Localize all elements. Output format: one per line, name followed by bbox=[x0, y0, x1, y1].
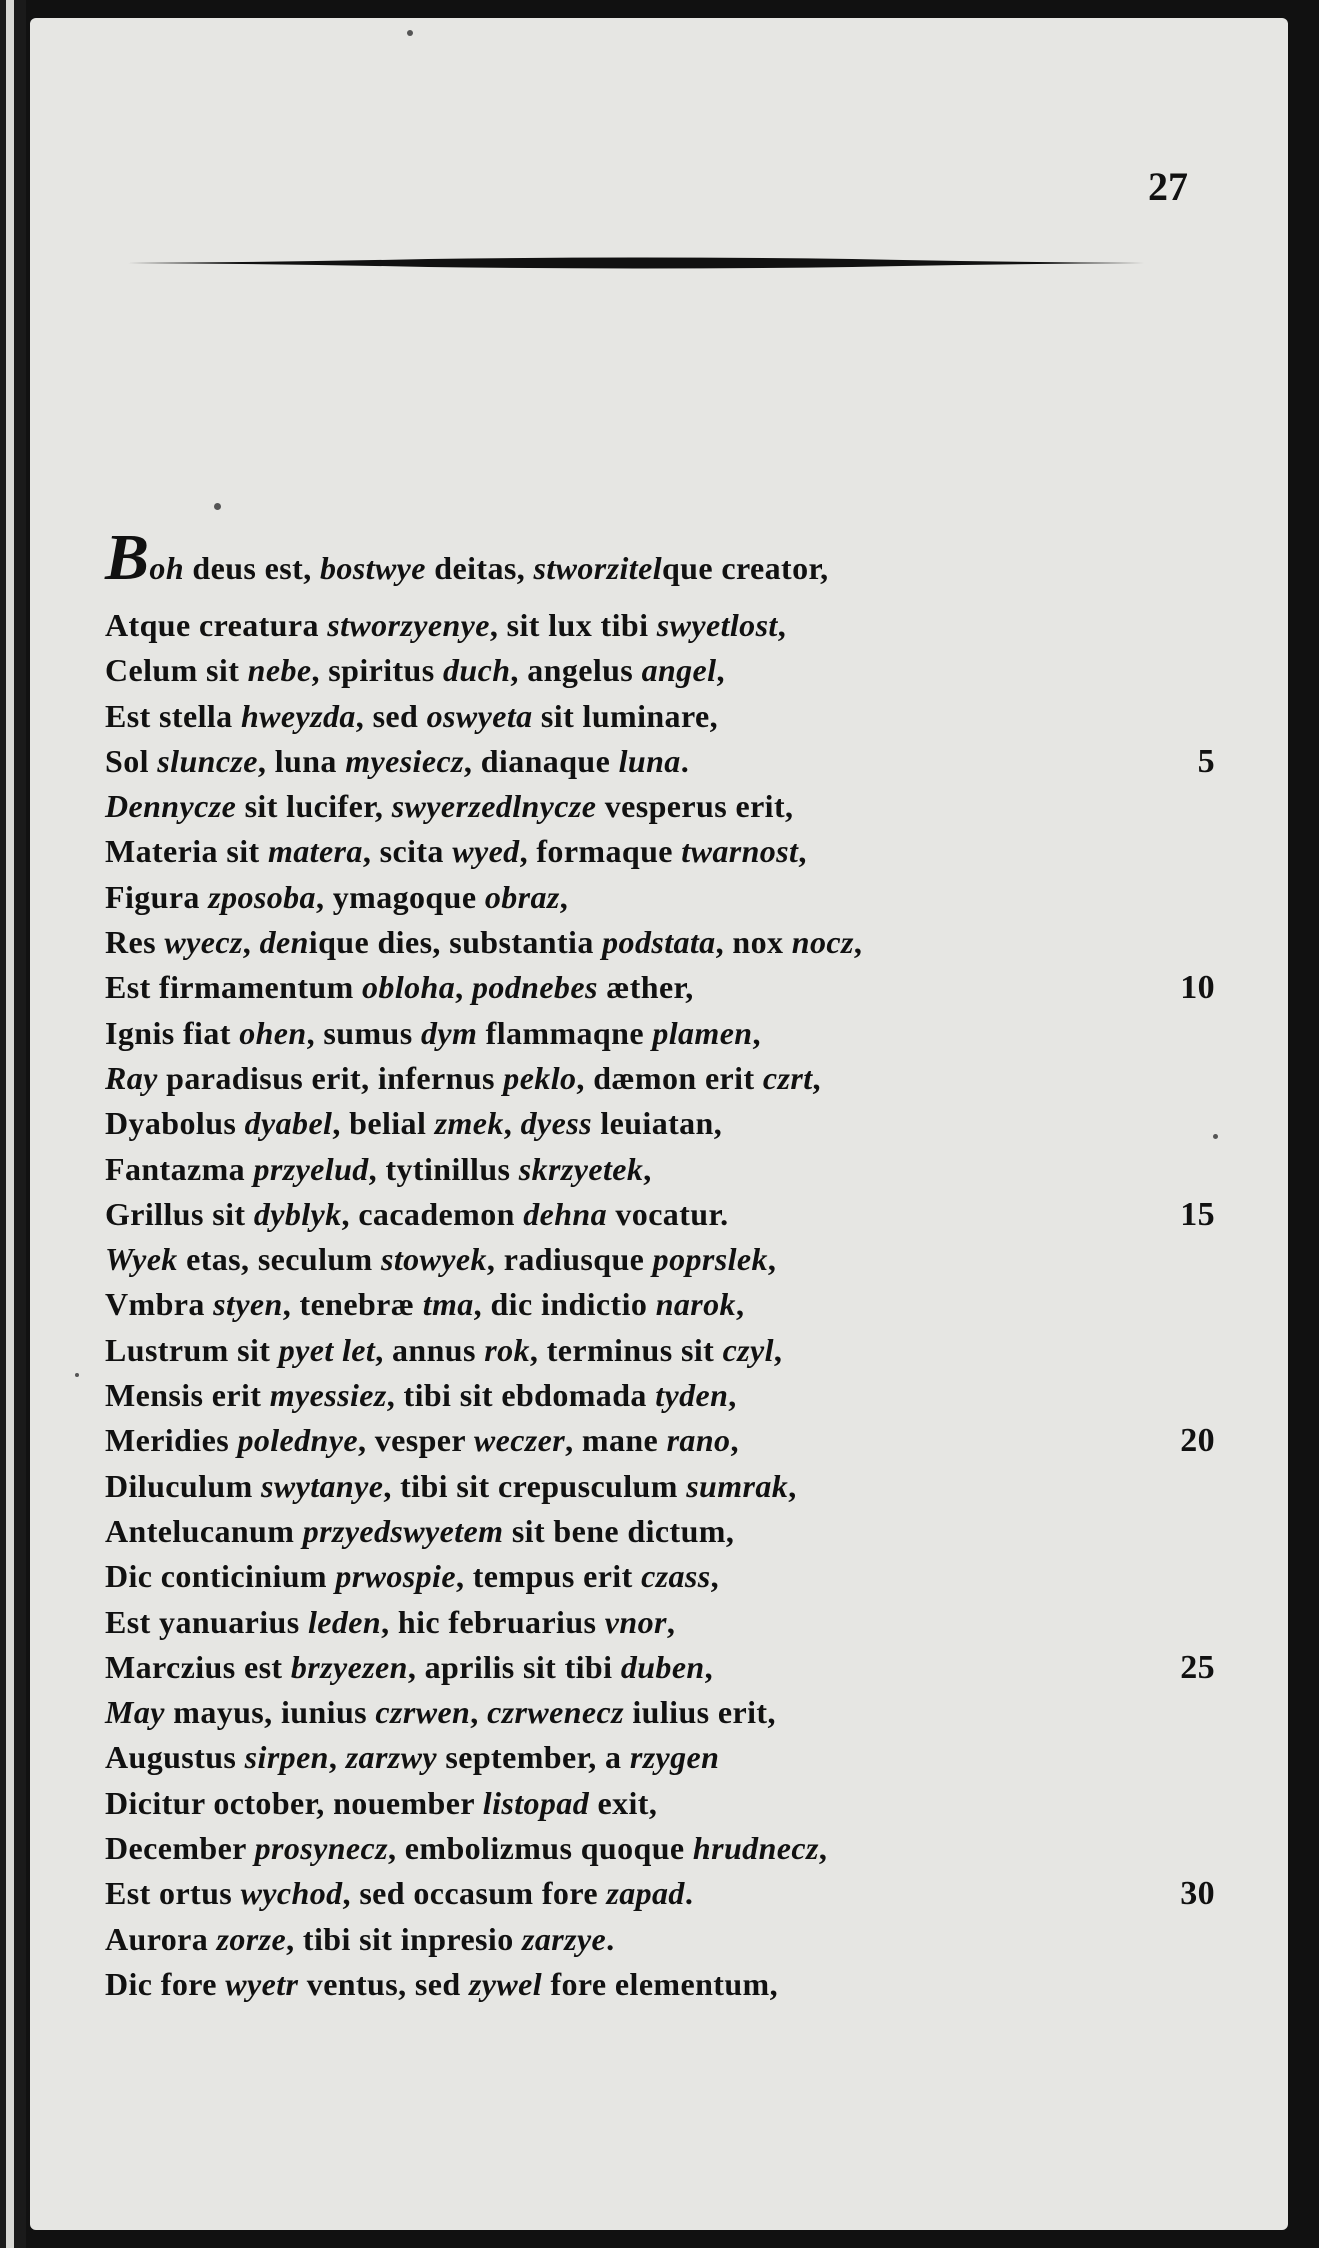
verse-line bbox=[105, 603, 1215, 648]
latin-text: Meridies bbox=[105, 1422, 238, 1459]
latin-text: , embolizmus quoque bbox=[387, 1830, 693, 1867]
czech-gloss: oswyeta bbox=[426, 697, 533, 734]
verse-line bbox=[105, 1871, 1215, 1916]
latin-text: Ignis fiat bbox=[105, 1014, 240, 1051]
latin-text: , bbox=[798, 833, 807, 870]
czech-gloss: vnor bbox=[604, 1603, 667, 1640]
latin-text: , sed bbox=[355, 697, 427, 734]
latin-text: , spiritus bbox=[311, 652, 444, 689]
czech-gloss: wychod bbox=[240, 1875, 343, 1912]
latin-text: paradisus erit, infernus bbox=[157, 1059, 504, 1096]
verse-text bbox=[105, 833, 807, 869]
latin-text: Augustus bbox=[105, 1739, 245, 1776]
latin-text: Fantazma bbox=[105, 1150, 254, 1187]
latin-text: , bbox=[777, 607, 787, 643]
czech-gloss: czrwen bbox=[375, 1694, 471, 1731]
latin-text: , hic februarius bbox=[381, 1603, 605, 1640]
czech-gloss: zarzye bbox=[522, 1920, 607, 1957]
latin-text: , bbox=[710, 1558, 720, 1595]
latin-text: Est yanuarius bbox=[105, 1603, 308, 1640]
verse-text bbox=[105, 698, 718, 734]
verse-line bbox=[105, 1147, 1215, 1192]
latin-text: Celum sit bbox=[105, 652, 248, 689]
verse-text bbox=[105, 788, 793, 824]
latin-text: , nox bbox=[715, 924, 792, 961]
czech-gloss: polednye bbox=[237, 1422, 358, 1459]
latin-text: , bbox=[704, 1648, 714, 1685]
czech-gloss: zarzwy bbox=[345, 1739, 437, 1776]
czech-gloss: tyden bbox=[655, 1377, 729, 1414]
latin-text: Aurora bbox=[105, 1920, 217, 1957]
czech-gloss: ohen bbox=[239, 1014, 307, 1051]
latin-text: , bbox=[730, 1422, 739, 1459]
latin-text: Est ortus bbox=[105, 1875, 241, 1912]
latin-text: Lustrum sit bbox=[105, 1331, 279, 1368]
czech-gloss: stworzitel bbox=[533, 550, 662, 586]
czech-gloss: den bbox=[259, 924, 309, 961]
verse-line bbox=[105, 1509, 1215, 1554]
czech-gloss: twarnost bbox=[681, 833, 799, 870]
latin-text: , bbox=[767, 1241, 777, 1278]
verse-text bbox=[105, 1739, 719, 1775]
latin-text: , sed occasum fore bbox=[342, 1875, 607, 1912]
czech-gloss: narok bbox=[655, 1286, 736, 1323]
latin-text: flammaqne bbox=[477, 1014, 653, 1051]
latin-text: , bbox=[728, 1377, 737, 1414]
verse-text bbox=[105, 1286, 744, 1322]
verse-line bbox=[105, 694, 1215, 739]
verse-text bbox=[105, 1377, 737, 1413]
latin-text: Antelucanum bbox=[105, 1512, 303, 1549]
czech-gloss: stworzyenye bbox=[327, 607, 490, 643]
verse-line bbox=[105, 1237, 1215, 1282]
latin-text: , bbox=[818, 1830, 828, 1867]
latin-text: , cacademon bbox=[341, 1195, 524, 1232]
verse-line bbox=[105, 1373, 1215, 1418]
adjacent-page-edge bbox=[6, 0, 14, 2248]
czech-gloss: hrudnecz bbox=[692, 1830, 819, 1867]
verse-line bbox=[105, 1826, 1215, 1871]
czech-gloss: rzygen bbox=[629, 1739, 720, 1776]
czech-gloss: luna bbox=[618, 742, 681, 779]
czech-gloss: nocz bbox=[791, 924, 854, 961]
latin-text: , dæmon erit bbox=[576, 1059, 763, 1096]
czech-gloss: peklo bbox=[503, 1059, 577, 1096]
latin-text: , luna bbox=[257, 742, 346, 779]
verse-text bbox=[105, 1422, 739, 1458]
verse-text bbox=[105, 1830, 827, 1866]
verse-text bbox=[105, 1468, 797, 1504]
drop-cap: B bbox=[105, 521, 150, 594]
decorative-swelled-rule bbox=[128, 256, 1153, 270]
verse-line bbox=[105, 1962, 1215, 2007]
latin-text: , formaque bbox=[519, 833, 682, 870]
verse-line bbox=[105, 1192, 1215, 1237]
czech-gloss: zapad bbox=[606, 1875, 685, 1912]
czech-gloss: Wyek bbox=[105, 1241, 178, 1278]
verse-line bbox=[105, 521, 1215, 603]
latin-text: , bbox=[773, 1331, 783, 1368]
verse-text bbox=[105, 1241, 776, 1277]
latin-text: , bbox=[559, 878, 569, 915]
czech-gloss: weczer bbox=[473, 1422, 566, 1459]
latin-text: æther, bbox=[597, 969, 694, 1006]
latin-text: Res bbox=[105, 924, 165, 961]
latin-text: , bbox=[735, 1286, 745, 1323]
latin-text: Figura bbox=[105, 878, 209, 915]
latin-text: , sumus bbox=[306, 1014, 421, 1051]
verse-line bbox=[105, 1418, 1215, 1463]
czech-gloss: matera bbox=[267, 833, 363, 870]
latin-text: , scita bbox=[362, 833, 453, 870]
latin-text: , annus bbox=[375, 1331, 485, 1368]
latin-text: Grillus sit bbox=[105, 1195, 254, 1232]
latin-text: , tempus erit bbox=[455, 1558, 642, 1595]
latin-text: Mensis erit bbox=[105, 1377, 270, 1414]
czech-gloss: tma bbox=[422, 1286, 474, 1323]
czech-gloss: zorze bbox=[216, 1920, 287, 1957]
czech-gloss: bostwye bbox=[320, 550, 426, 586]
latin-text: iulius erit, bbox=[623, 1694, 776, 1731]
line-number: 5 bbox=[1197, 742, 1215, 780]
latin-text: , tytinillus bbox=[368, 1150, 519, 1187]
czech-gloss: poprslek bbox=[652, 1241, 768, 1278]
czech-gloss: obraz bbox=[484, 878, 560, 915]
latin-text: Marczius est bbox=[105, 1648, 291, 1685]
czech-gloss: Ray bbox=[105, 1059, 158, 1096]
verse-line bbox=[105, 1917, 1215, 1962]
verse-line bbox=[105, 784, 1215, 829]
latin-text: Est firmamentum bbox=[105, 969, 363, 1006]
latin-text: , bbox=[503, 1105, 521, 1142]
latin-text: , bbox=[788, 1467, 797, 1504]
verse-text bbox=[105, 969, 694, 1005]
czech-gloss: dyabel bbox=[244, 1105, 333, 1142]
latin-text: Dic fore bbox=[105, 1965, 226, 2002]
verse-text bbox=[105, 1694, 776, 1730]
latin-text: etas, seculum bbox=[177, 1241, 382, 1278]
latin-text: deus est, bbox=[184, 550, 320, 586]
latin-text: Dicitur october, nouember bbox=[105, 1784, 483, 1821]
line-number: 30 bbox=[1180, 1875, 1215, 1913]
czech-gloss: swytanye bbox=[261, 1467, 384, 1504]
czech-gloss: dehna bbox=[523, 1195, 607, 1232]
latin-text: vesperus erit, bbox=[596, 788, 794, 825]
page-number: 27 bbox=[1148, 164, 1188, 209]
latin-text: Sol bbox=[105, 742, 158, 779]
latin-text: Atque creatura bbox=[105, 607, 328, 643]
latin-text: sit lucifer, bbox=[236, 788, 392, 825]
verse-line bbox=[105, 1328, 1215, 1373]
latin-text: , tibi sit ebdomada bbox=[386, 1377, 656, 1414]
verse-line bbox=[105, 1554, 1215, 1599]
latin-text: , bbox=[853, 924, 863, 961]
latin-text: Dic conticinium bbox=[105, 1558, 336, 1595]
verse-line bbox=[105, 648, 1215, 693]
czech-gloss: zywel bbox=[468, 1965, 543, 2002]
czech-gloss: May bbox=[105, 1694, 165, 1731]
verse-text bbox=[105, 652, 725, 688]
latin-text: , tibi sit inpresio bbox=[286, 1920, 522, 1957]
book-page bbox=[30, 18, 1288, 2230]
czech-gloss: czrt bbox=[762, 1059, 813, 1096]
verse-text bbox=[105, 1513, 734, 1549]
latin-text: , aprilis sit tibi bbox=[407, 1648, 621, 1685]
latin-text: . bbox=[606, 1920, 615, 1957]
poem-body bbox=[105, 521, 1215, 2007]
paper-speck bbox=[75, 1373, 79, 1377]
latin-text: , bbox=[328, 1739, 346, 1776]
line-number: 25 bbox=[1180, 1648, 1215, 1686]
czech-gloss: brzyezen bbox=[290, 1648, 408, 1685]
czech-gloss: skrzyetek bbox=[518, 1150, 644, 1187]
czech-gloss: duben bbox=[620, 1648, 705, 1685]
czech-gloss: wyetr bbox=[225, 1965, 299, 2002]
czech-gloss: leden bbox=[308, 1603, 382, 1640]
czech-gloss: myessiez bbox=[269, 1377, 387, 1414]
verse-line bbox=[105, 1101, 1215, 1146]
czech-gloss: wyed bbox=[452, 833, 520, 870]
verse-text bbox=[105, 1966, 778, 2002]
czech-gloss: dym bbox=[420, 1014, 478, 1051]
verse-text bbox=[105, 1921, 615, 1957]
latin-text: , bbox=[470, 1694, 488, 1731]
latin-text: , vesper bbox=[357, 1422, 474, 1459]
verse-text bbox=[105, 1332, 782, 1368]
verse-text bbox=[105, 1060, 821, 1096]
czech-gloss: sluncze bbox=[157, 742, 258, 779]
latin-text: , bbox=[716, 652, 725, 689]
verse-line bbox=[105, 1282, 1215, 1327]
latin-text: , tibi sit crepusculum bbox=[383, 1467, 687, 1504]
latin-text: , dic indictio bbox=[473, 1286, 656, 1323]
czech-gloss: czrwenecz bbox=[487, 1694, 624, 1731]
czech-gloss: czyl bbox=[722, 1331, 774, 1368]
czech-gloss: nebe bbox=[247, 652, 312, 689]
czech-gloss: swyetlost bbox=[656, 607, 778, 643]
verse-text bbox=[105, 743, 689, 779]
czech-gloss: prosynecz bbox=[254, 1830, 388, 1867]
latin-text: , bbox=[455, 969, 472, 1006]
latin-text: Diluculum bbox=[105, 1467, 262, 1504]
verse-text bbox=[105, 924, 862, 960]
latin-text: , belial bbox=[332, 1105, 435, 1142]
verse-line bbox=[105, 1011, 1215, 1056]
czech-gloss: wyecz bbox=[164, 924, 243, 961]
latin-text: , mane bbox=[565, 1422, 667, 1459]
verse-text bbox=[105, 1875, 693, 1911]
latin-text: Materia sit bbox=[105, 833, 268, 870]
verse-line bbox=[105, 920, 1215, 965]
verse-line bbox=[105, 965, 1215, 1010]
czech-gloss: pyet let bbox=[278, 1331, 376, 1368]
czech-gloss: podnebes bbox=[471, 969, 598, 1006]
latin-text: sit luminare, bbox=[532, 697, 718, 734]
verse-line bbox=[105, 1690, 1215, 1735]
latin-text: . bbox=[684, 1875, 694, 1912]
verse-text bbox=[105, 1558, 719, 1594]
latin-text: , bbox=[643, 1150, 652, 1187]
verse-text bbox=[105, 1151, 652, 1187]
latin-text: , angelus bbox=[510, 652, 642, 689]
czech-gloss: styen bbox=[213, 1286, 283, 1323]
czech-gloss: listopad bbox=[482, 1784, 590, 1821]
latin-text: mayus, iunius bbox=[164, 1694, 376, 1731]
verse-text bbox=[105, 521, 829, 594]
verse-line bbox=[105, 875, 1215, 920]
czech-gloss: rok bbox=[484, 1331, 530, 1368]
verse-line bbox=[105, 739, 1215, 784]
latin-text: , terminus sit bbox=[529, 1331, 723, 1368]
latin-text: ventus, sed bbox=[298, 1965, 469, 2002]
czech-gloss: angel bbox=[641, 652, 717, 689]
latin-text: , sit lux tibi bbox=[489, 607, 657, 643]
verse-line bbox=[105, 829, 1215, 874]
latin-text: , tenebræ bbox=[282, 1286, 423, 1323]
latin-text: , bbox=[752, 1014, 761, 1051]
verse-line bbox=[105, 1464, 1215, 1509]
czech-gloss: przyelud bbox=[253, 1150, 369, 1187]
verse-text bbox=[105, 1604, 675, 1640]
line-number: 20 bbox=[1180, 1422, 1215, 1460]
verse-line bbox=[105, 1600, 1215, 1645]
line-number: 10 bbox=[1180, 969, 1215, 1007]
latin-text: , radiusque bbox=[486, 1241, 653, 1278]
verse-text bbox=[105, 1105, 722, 1141]
line-number: 15 bbox=[1180, 1195, 1215, 1233]
czech-gloss: myesiecz bbox=[345, 742, 464, 779]
verse-text bbox=[105, 1785, 657, 1821]
verse-line bbox=[105, 1735, 1215, 1780]
czech-gloss: swyerzedlnycze bbox=[391, 788, 597, 825]
verse-line bbox=[105, 1781, 1215, 1826]
latin-text: December bbox=[105, 1830, 255, 1867]
latin-text: ique dies, substantia bbox=[308, 924, 603, 961]
czech-gloss: podstata bbox=[602, 924, 716, 961]
czech-gloss: hweyzda bbox=[240, 697, 356, 734]
verse-text bbox=[105, 607, 786, 643]
czech-gloss: sumrak bbox=[686, 1467, 789, 1504]
czech-gloss: zposoba bbox=[208, 878, 316, 915]
czech-gloss: prwospie bbox=[335, 1558, 456, 1595]
czech-gloss: czass bbox=[641, 1558, 711, 1595]
latin-text: vocatur. bbox=[607, 1195, 729, 1232]
latin-text: , bbox=[666, 1603, 676, 1640]
verse-line bbox=[105, 1645, 1215, 1690]
czech-gloss: rano bbox=[666, 1422, 731, 1459]
latin-text: leuiatan, bbox=[591, 1105, 723, 1142]
latin-text: deitas, bbox=[425, 550, 534, 586]
czech-gloss: dyblyk bbox=[253, 1195, 342, 1232]
czech-gloss: duch bbox=[443, 652, 511, 689]
verse-text bbox=[105, 1649, 713, 1685]
verse-text bbox=[105, 1015, 761, 1051]
verse-line bbox=[105, 1056, 1215, 1101]
latin-text: , bbox=[812, 1059, 821, 1096]
latin-text: fore elementum, bbox=[542, 1965, 778, 2002]
latin-text: , ymagoque bbox=[315, 878, 485, 915]
czech-gloss: plamen bbox=[652, 1014, 753, 1051]
latin-text: sit bene dictum, bbox=[503, 1512, 735, 1549]
latin-text: , bbox=[242, 924, 260, 961]
latin-text: que creator, bbox=[661, 550, 829, 586]
paper-speck bbox=[407, 30, 413, 36]
verse-text bbox=[105, 879, 568, 915]
latin-text: exit, bbox=[589, 1784, 658, 1821]
verse-text bbox=[105, 1196, 729, 1232]
latin-text: september, a bbox=[437, 1739, 630, 1776]
latin-text: Dyabolus bbox=[105, 1105, 245, 1142]
czech-gloss: oh bbox=[149, 550, 185, 586]
czech-gloss: obloha bbox=[362, 969, 456, 1006]
latin-text: , dianaque bbox=[463, 742, 619, 779]
czech-gloss: zmek bbox=[434, 1105, 504, 1142]
latin-text: Est stella bbox=[105, 697, 241, 734]
czech-gloss: dyess bbox=[520, 1105, 592, 1142]
latin-text: Vmbra bbox=[105, 1286, 214, 1323]
czech-gloss: Dennycze bbox=[105, 788, 237, 825]
czech-gloss: stowyek bbox=[381, 1241, 487, 1278]
latin-text: . bbox=[680, 742, 690, 779]
paper-speck bbox=[214, 503, 221, 510]
czech-gloss: przyedswyetem bbox=[302, 1512, 504, 1549]
czech-gloss: sirpen bbox=[244, 1739, 329, 1776]
